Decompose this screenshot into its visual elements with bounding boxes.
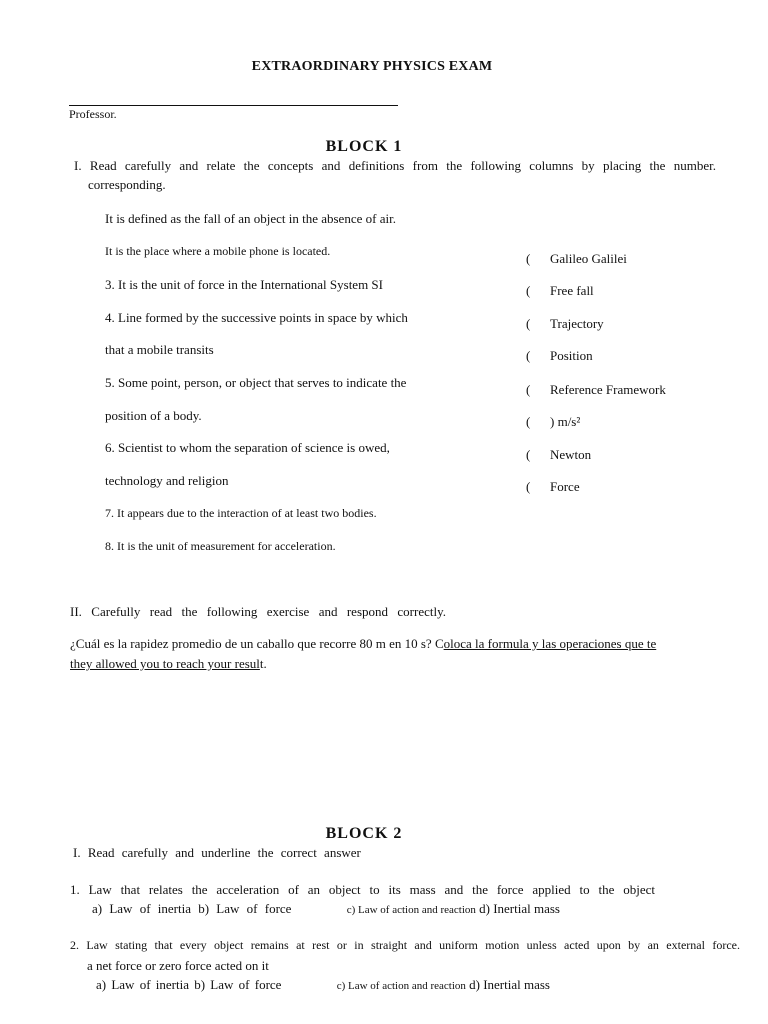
block1-heading: BLOCK 1 <box>325 138 403 155</box>
definition-1: It is defined as the fall of an object in the absence of air. <box>105 211 396 226</box>
question-2-cont: a net force or zero force acted on it <box>87 958 269 973</box>
definition-4: 4. Line formed by the successive points in space by which <box>105 310 408 325</box>
block1-instruction-line2: corresponding. <box>88 177 166 192</box>
question-text: ¿Cuál es la rapidez promedio de un caballo que recorre 80 m en 10 s? C <box>70 636 444 651</box>
question-underlined: they allowed you to reach your resul <box>70 656 260 671</box>
definition-6-cont: technology and religion <box>105 473 229 488</box>
answer-paren[interactable]: ( <box>526 479 531 494</box>
question-2-options <box>96 977 550 993</box>
definition-8: 8. It is the unit of measurement for acceleration. <box>105 539 336 553</box>
concept-item <box>526 447 591 463</box>
concept-label: ) m/s² <box>550 414 581 429</box>
concept-label: Free fall <box>550 283 594 298</box>
concept-label: Reference Framework <box>550 382 666 397</box>
definition-5: 5. Some point, person, or object that serves to indicate the <box>105 375 407 390</box>
answer-paren[interactable]: ( <box>526 251 531 266</box>
section2-heading: II. Carefully read the following exercise and respond correctly. <box>70 604 446 619</box>
professor-signature-line <box>69 105 398 106</box>
question-text: t. <box>259 656 267 671</box>
definition-5-cont: position of a body. <box>105 408 202 423</box>
definition-2: It is the place where a mobile phone is located. <box>105 244 331 258</box>
option-a-b[interactable]: a) Law of inertia b) Law of force <box>92 901 292 916</box>
answer-paren[interactable]: ( <box>526 316 531 331</box>
option-c[interactable]: c) Law of action and reaction <box>336 980 466 992</box>
concept-label: Galileo Galilei <box>550 251 627 266</box>
question-underlined: oloca la formula y las operaciones que te <box>443 636 657 651</box>
concept-item <box>526 414 580 430</box>
question-1-options <box>92 901 560 917</box>
definition-4-cont: that a mobile transits <box>105 342 214 357</box>
section2-question <box>70 636 656 652</box>
block2-heading: BLOCK 2 <box>325 825 403 842</box>
concept-item <box>526 479 580 495</box>
option-a-b[interactable]: a) Law of inertia b) Law of force <box>96 977 282 992</box>
block1-instruction-line1: I. Read carefully and relate the concepts and definitions from the following columns by placing the number. <box>74 158 716 173</box>
answer-paren[interactable]: ( <box>526 382 531 397</box>
concept-item <box>526 348 593 364</box>
definition-7: 7. It appears due to the interaction of at least two bodies. <box>105 506 377 520</box>
concept-label: Force <box>550 479 580 494</box>
section2-question-line2 <box>70 656 267 672</box>
block2-instruction: I. Read carefully and underline the correct answer <box>73 845 361 860</box>
option-d[interactable]: d) Inertial mass <box>469 977 550 992</box>
option-c[interactable]: c) Law of action and reaction <box>346 904 476 916</box>
answer-paren[interactable]: ( <box>526 447 531 462</box>
concept-item <box>526 316 604 332</box>
concept-label: Trajectory <box>550 316 604 331</box>
concept-item <box>526 382 666 398</box>
option-d[interactable]: d) Inertial mass <box>479 901 560 916</box>
professor-label: Professor. <box>69 107 117 121</box>
answer-paren[interactable]: ( <box>526 283 531 298</box>
definition-3: 3. It is the unit of force in the International System SI <box>105 277 383 292</box>
answer-paren[interactable]: ( <box>526 348 531 363</box>
concept-item <box>526 283 594 299</box>
definition-6: 6. Scientist to whom the separation of science is owed, <box>105 440 390 455</box>
concept-label: Newton <box>550 447 592 462</box>
exam-title: EXTRAORDINARY PHYSICS EXAM <box>251 59 493 74</box>
concept-item <box>526 251 627 267</box>
concept-label: Position <box>550 348 593 363</box>
question-1: 1. Law that relates the acceleration of an object to its mass and the force applied to the object <box>70 882 655 897</box>
answer-paren[interactable]: ( <box>526 414 531 429</box>
question-2: 2. Law stating that every object remains at rest or in straight and uniform motion unless acted upon by an external force. <box>70 938 740 952</box>
